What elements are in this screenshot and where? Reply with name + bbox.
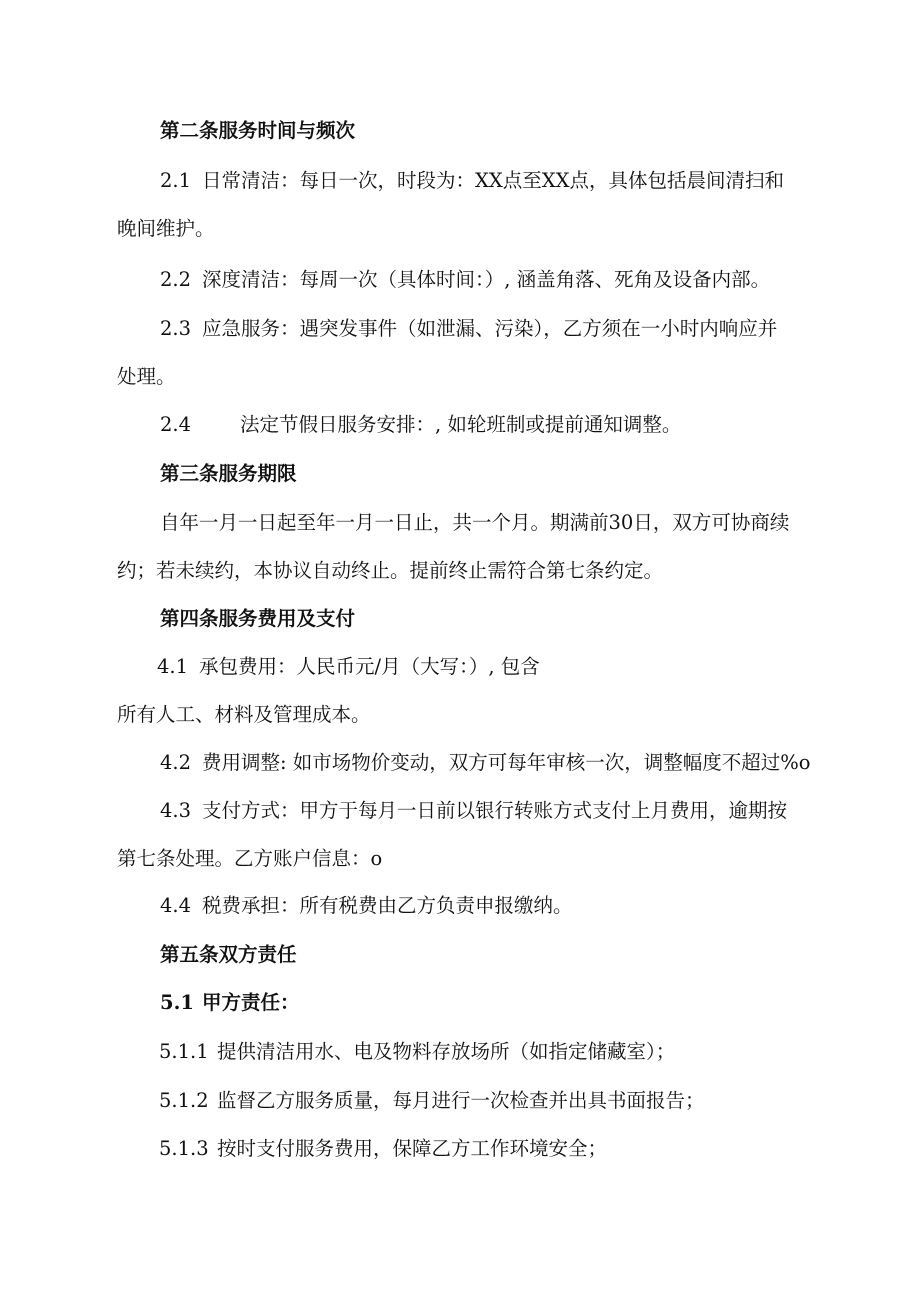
clause-text: 承包费用：人民币元/月（大写：）, 包含 <box>199 655 540 678</box>
clause-4-2 <box>160 748 811 778</box>
clause-text: 甲方责任： <box>202 991 300 1014</box>
article-3-paragraph-line-2: 约；若未续约，本协议自动终止。提前终止需符合第七条约定。 <box>117 559 664 582</box>
clause-text: 提供清洁用水、电及物料存放场所（如指定储藏室）； <box>217 1040 676 1063</box>
clause-text: 支付方式：甲方于每月一日前以银行转账方式支付上月费用，逾期按 <box>202 799 788 822</box>
article-4-heading: 第四条服务费用及支付 <box>160 607 356 630</box>
clause-text: 费用调整: 如市场物价变动，双方可每年审核一次，调整幅度不超过%o <box>202 751 811 774</box>
clause-4-3-continuation: 第七条处理。乙方账户信息：o <box>117 847 383 870</box>
clause-text: 应急服务：遇突发事件（如泄漏、污染），乙方须在一小时内响应并 <box>202 317 778 340</box>
clause-text: 深度清洁：每周一次（具体时间：）, 涵盖角落、死角及设备内部。 <box>202 268 771 291</box>
clause-5-1-3 <box>159 1134 607 1164</box>
clause-number: 4.3 <box>160 799 192 822</box>
clause-4-1-continuation: 所有人工、材料及管理成本。 <box>117 703 371 726</box>
clause-text: 法定节假日服务安排：, 如轮班制或提前通知调整。 <box>240 413 682 436</box>
clause-number: 5.1 <box>160 991 194 1014</box>
clause-number: 2.4 <box>160 413 192 436</box>
clause-number: 2.2 <box>160 268 192 291</box>
clause-5-1-2 <box>159 1086 705 1116</box>
article-3-heading: 第三条服务期限 <box>160 462 297 485</box>
clause-5-1-1 <box>159 1037 675 1067</box>
clause-number: 5.1.3 <box>159 1137 209 1160</box>
clause-number: 4.4 <box>160 894 192 917</box>
clause-4-4 <box>160 891 573 921</box>
clause-2-2 <box>160 265 770 295</box>
clause-text: 按时支付服务费用，保障乙方工作环境安全； <box>217 1137 608 1160</box>
clause-2-1-continuation: 晚间维护。 <box>117 217 215 240</box>
clause-number: 5.1.1 <box>159 1040 209 1063</box>
sub-heading-5-1 <box>160 988 300 1018</box>
article-2-heading: 第二条服务时间与频次 <box>160 119 356 142</box>
clause-number: 5.1.2 <box>159 1089 209 1112</box>
clause-2-1 <box>160 166 784 196</box>
clause-text: 日常清洁：每日一次，时段为：XX点至XX点，具体包括晨间清扫和 <box>202 169 785 192</box>
clause-number: 4.2 <box>160 751 192 774</box>
clause-number: 2.1 <box>160 169 192 192</box>
clause-text: 监督乙方服务质量，每月进行一次检查并出具书面报告； <box>217 1089 705 1112</box>
clause-4-3 <box>160 796 787 826</box>
clause-2-3 <box>160 314 777 344</box>
clause-number: 2.3 <box>160 317 192 340</box>
clause-text: 税费承担：所有税费由乙方负责申报缴纳。 <box>202 894 573 917</box>
clause-2-4 <box>160 410 681 440</box>
article-3-paragraph-line-1: 自年一月一日起至年一月一日止，共一个月。期满前30日，双方可协商续 <box>160 511 790 534</box>
clause-2-3-continuation: 处理。 <box>117 365 176 388</box>
clause-number: 4.1 <box>157 655 189 678</box>
article-5-heading: 第五条双方责任 <box>160 943 297 966</box>
clause-4-1 <box>157 652 540 682</box>
